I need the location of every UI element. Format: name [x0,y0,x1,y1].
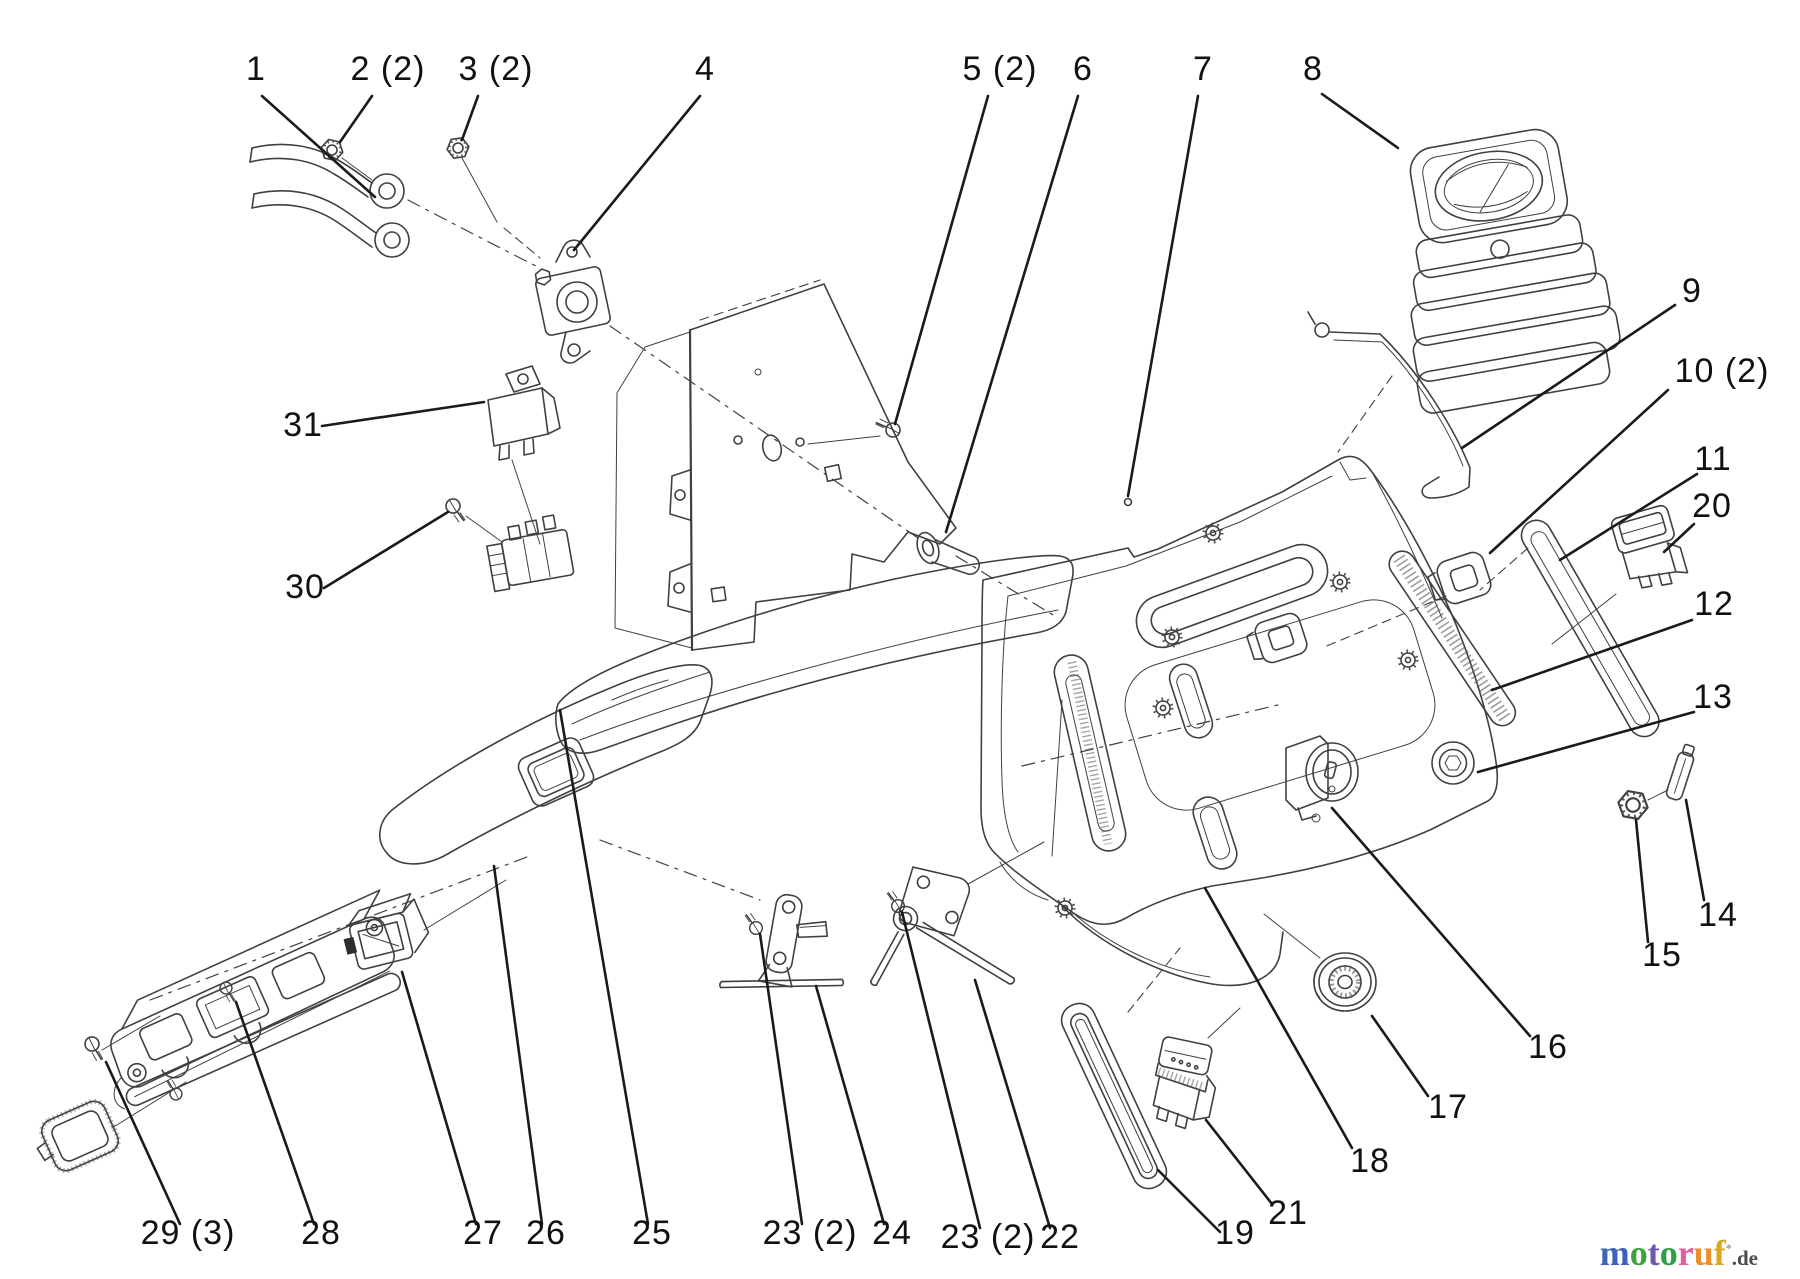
part-31-relay [488,366,560,460]
part-label-4: 4 [695,50,715,88]
part-label-14: 14 [1698,896,1738,934]
leader-line-15 [1636,820,1648,942]
leader-line-14 [1686,800,1704,900]
logo-mark: * [1725,1241,1732,1255]
part-4-solenoid [533,240,611,363]
part-16-ignition-switch [1286,736,1358,822]
leader-line-18 [1205,888,1352,1148]
leader-line-26 [494,866,542,1224]
axis-line [1338,376,1392,452]
axis-line [408,200,536,266]
part-8-shift-boot [1377,121,1627,415]
part-label-26: 26 [526,1214,566,1252]
leader-line-25 [560,710,648,1224]
logo-letter: t [1647,1233,1660,1273]
connector-block [484,513,575,591]
part-label-18: 18 [1350,1142,1390,1180]
logo-letter: u [1693,1233,1714,1273]
part-label-23a: 23 (2) [762,1214,858,1252]
part-label-3: 3 (2) [458,50,534,88]
part-29-screw [216,980,241,1004]
axis-line [150,857,527,1000]
part-1-cables [250,144,409,257]
part-label-12: 12 [1694,585,1734,623]
leader-line-1 [262,96,375,197]
part-label-2: 2 (2) [350,50,426,88]
leader-line-30 [324,512,448,588]
leader-line-22 [975,980,1050,1228]
logo-letter: m [1599,1233,1630,1273]
part-label-8: 8 [1303,50,1323,88]
part-label-16: 16 [1528,1028,1568,1066]
part-20-switch [1610,503,1689,595]
part-15-nut [1616,790,1650,820]
leader-line-3 [462,96,478,140]
part-label-20: 20 [1692,487,1732,525]
leader-line-31 [322,402,484,426]
part-label-28: 28 [301,1214,341,1252]
part-label-22: 22 [1040,1218,1080,1256]
part-label-24: 24 [872,1214,912,1252]
part-label-19: 19 [1215,1214,1255,1252]
labels-layer [106,50,1769,1256]
leader-line-5 [895,96,988,424]
logo-letter: r [1677,1233,1694,1273]
part-label-25: 25 [632,1214,672,1252]
part-24-lever [719,886,856,1008]
leader-line-27 [402,972,476,1224]
part-25-lens [556,556,1073,754]
part-label-7: 7 [1193,50,1213,88]
part-label-23b: 23 (2) [940,1218,1036,1256]
bracket-plate [615,280,956,650]
part-14-key [1665,743,1698,801]
part-19-bezel [1056,998,1171,1194]
leader-line-21 [1206,1120,1272,1204]
leader-line-4 [574,96,700,250]
part-label-17: 17 [1428,1088,1468,1126]
part-17-barrel [1314,953,1376,1011]
indicator-lens-frame [29,1098,122,1179]
axis-line [600,840,760,900]
axis-line [610,326,918,538]
part-9-wire-rod [1308,312,1470,498]
part-label-21: 21 [1268,1194,1308,1232]
leader-line-2 [340,96,372,142]
logo-suffix: .de [1731,1246,1758,1270]
axis-line [1322,596,1446,648]
part-30-screw [442,497,470,524]
part-label-29: 29 (3) [140,1214,236,1252]
part-26-trim-panel [380,665,712,864]
part-label-30: 30 [285,568,325,606]
part-3-nut [446,137,470,159]
leader-line-13 [1478,712,1694,772]
leader-line-19 [1158,1170,1220,1232]
leader-line-6 [946,96,1078,532]
leader-line-9 [1462,305,1675,448]
part-22-lever [870,864,1024,1000]
part-label-10: 10 (2) [1674,352,1770,390]
leader-line-8 [1322,94,1398,148]
part-label-15: 15 [1642,936,1682,974]
leader-line-7 [1128,96,1198,496]
leader-line-28 [236,1002,314,1224]
part-label-9: 9 [1682,272,1702,310]
leader-line-16 [1332,808,1530,1036]
part-label-31: 31 [283,406,323,444]
leader-line-17 [1372,1016,1428,1096]
leader-line-12 [1492,620,1692,690]
part-label-1: 1 [246,50,266,88]
part-23-screw [740,912,766,936]
part-label-13: 13 [1693,678,1733,716]
part-label-11: 11 [1694,440,1732,478]
leader-line-23a [760,934,802,1224]
part-6-pin [913,530,979,575]
leader-line-24 [816,986,884,1224]
logo-word [1600,1233,1726,1273]
part-21-switch [1146,1036,1224,1133]
console-body [981,456,1520,985]
logo-letter: f [1713,1233,1726,1273]
part-label-5: 5 (2) [962,50,1038,88]
part-label-27: 27 [463,1214,503,1252]
logo-letter: o [1659,1233,1678,1273]
axis-line [1480,548,1528,590]
part-label-6: 6 [1073,50,1093,88]
logo-letter: o [1629,1233,1648,1273]
part-28-gauge-housing [81,890,420,1113]
motoruf-logo[interactable] [1600,1235,1758,1271]
